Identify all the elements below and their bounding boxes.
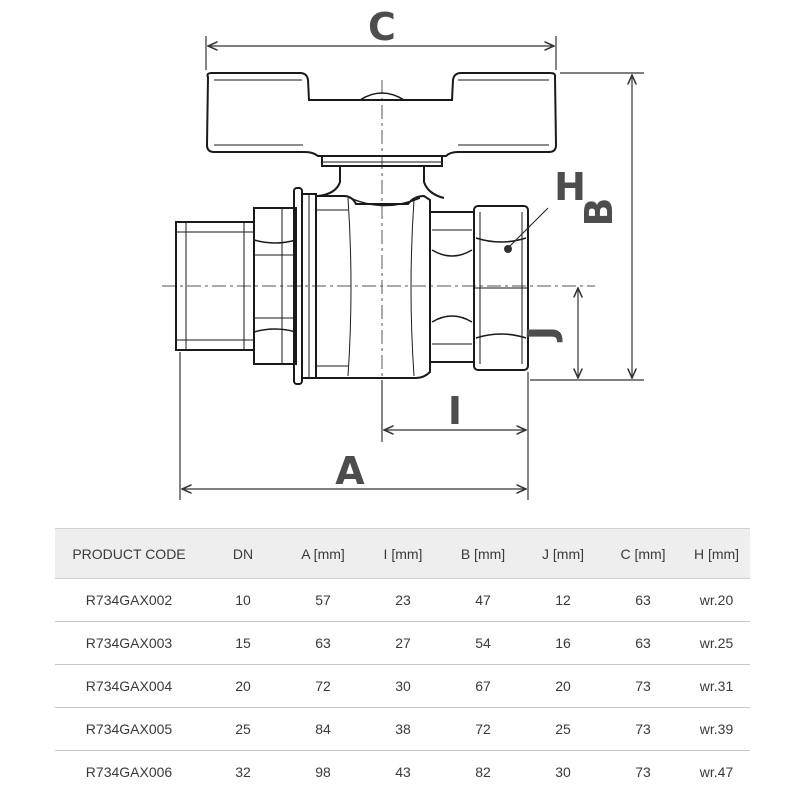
- dim-label-a: A: [335, 449, 365, 493]
- cell-h: wr.39: [683, 708, 750, 751]
- cell-dn: 25: [203, 708, 283, 751]
- cell-i: 30: [363, 665, 443, 708]
- cell-a: 63: [283, 622, 363, 665]
- cell-j: 12: [523, 579, 603, 622]
- header-b: B [mm]: [443, 529, 523, 579]
- dim-label-i: I: [447, 389, 463, 433]
- table-header-row: [55, 529, 750, 579]
- header-h: H [mm]: [683, 529, 750, 579]
- cell-c: 73: [603, 708, 683, 751]
- cell-dn: 20: [203, 665, 283, 708]
- dim-label-b: B: [577, 197, 621, 227]
- table-row: [55, 708, 750, 751]
- dim-label-c: C: [368, 5, 396, 49]
- cell-j: 25: [523, 708, 603, 751]
- cell-i: 23: [363, 579, 443, 622]
- header-i: I [mm]: [363, 529, 443, 579]
- table-row: [55, 665, 750, 708]
- header-dn: DN: [203, 529, 283, 579]
- female-hex-end: [474, 206, 528, 370]
- cell-h: wr.20: [683, 579, 750, 622]
- cell-b: 72: [443, 708, 523, 751]
- cell-product-code: R734GAX005: [55, 708, 203, 751]
- center-lines: [162, 80, 595, 440]
- cell-b: 82: [475, 764, 491, 780]
- cell-b: 47: [443, 579, 523, 622]
- cell-h: wr.25: [683, 622, 750, 665]
- table-row: [55, 622, 750, 665]
- h-leader-dot: [504, 245, 512, 253]
- dimension-lines: [180, 36, 644, 500]
- cell-product-code: R734GAX004: [55, 665, 203, 708]
- cell-i: 38: [363, 708, 443, 751]
- cell-c: 73: [635, 764, 651, 780]
- cell-c: 63: [603, 579, 683, 622]
- cell-c: 63: [603, 622, 683, 665]
- cell-j: 16: [523, 622, 603, 665]
- cell-a: 98: [315, 764, 331, 780]
- cell-dn: 32: [235, 764, 251, 780]
- table-row: [55, 751, 750, 794]
- dimensions-table: [55, 528, 750, 793]
- valve-stem: [318, 166, 444, 206]
- cell-h: wr.47: [699, 764, 734, 780]
- header-a: A [mm]: [283, 529, 363, 579]
- hex-neck: [430, 212, 474, 362]
- dim-label-h: H: [554, 165, 586, 209]
- cell-dn: 15: [203, 622, 283, 665]
- cell-i: 27: [363, 622, 443, 665]
- cell-product-code: R734GAX002: [55, 579, 203, 622]
- cell-a: 57: [283, 579, 363, 622]
- header-product-code: PRODUCT CODE: [55, 529, 203, 579]
- cell-j: 30: [555, 764, 571, 780]
- table-row: [55, 579, 750, 622]
- cell-product-code: R734GAX003: [55, 622, 203, 665]
- header-c: C [mm]: [603, 529, 683, 579]
- cell-dn: 10: [203, 579, 283, 622]
- dim-label-j: J: [520, 325, 564, 341]
- valve-body: [316, 196, 430, 378]
- cell-h: wr.31: [683, 665, 750, 708]
- cell-b: 54: [443, 622, 523, 665]
- cell-a: 84: [283, 708, 363, 751]
- cell-i: 43: [395, 764, 411, 780]
- header-j: J [mm]: [523, 529, 603, 579]
- cell-b: 67: [443, 665, 523, 708]
- cell-product-code: R734GAX006: [85, 764, 173, 780]
- cell-a: 72: [283, 665, 363, 708]
- cell-c: 73: [603, 665, 683, 708]
- cell-j: 20: [523, 665, 603, 708]
